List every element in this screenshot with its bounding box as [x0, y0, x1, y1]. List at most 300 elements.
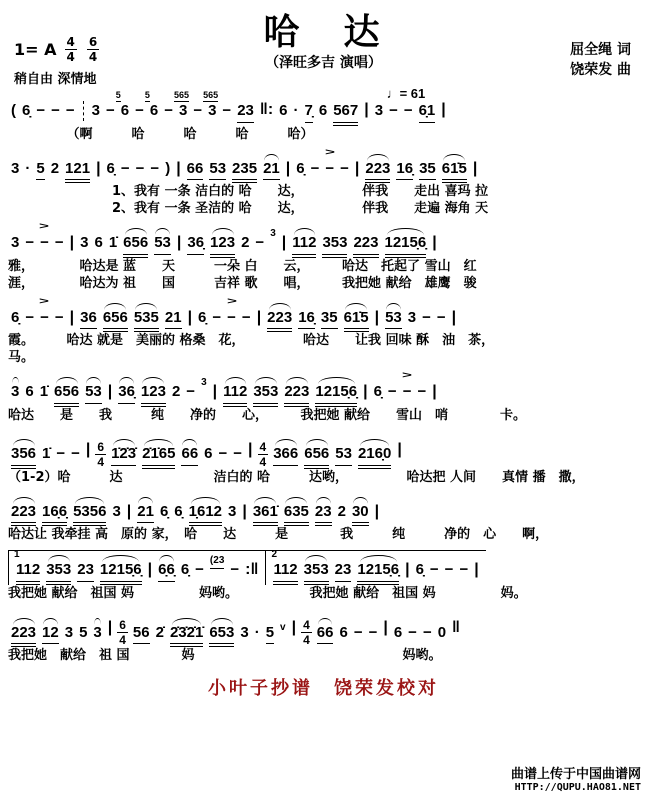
- lyrics-line: 涯， 哈达为 祖 国 吉祥 歌 唱， 我把她 献给 雄鹰 骏: [8, 275, 477, 291]
- slur-arc: [86, 377, 101, 384]
- ts-denominator: 4: [66, 50, 75, 64]
- lyrics-line: 霞。 哈达 就是 美丽的 格桑 花， 哈达 让我 回味 酥 油 茶，: [8, 333, 495, 349]
- slur-arc: [316, 497, 331, 504]
- note: 6̣: [174, 502, 183, 520]
- lyrics-line: 哈达 是 我 纯 净的 心， 我把她 献给 雪山 哨 卡。: [8, 407, 527, 423]
- slur-arc: [102, 555, 139, 562]
- slur-arc: [104, 303, 126, 310]
- note: −: [54, 308, 64, 326]
- note: 6̣: [106, 159, 115, 177]
- barline: |: [383, 618, 388, 636]
- note: −: [422, 623, 432, 641]
- barline: |: [405, 561, 410, 579]
- note: −: [218, 445, 228, 463]
- note: 656: [54, 384, 79, 407]
- note: 35: [321, 310, 338, 330]
- note: 66: [181, 446, 198, 466]
- barline: |: [147, 561, 153, 579]
- note: 656: [304, 446, 329, 469]
- note: −: [429, 561, 439, 579]
- note: 6: [393, 623, 403, 641]
- note: 123: [210, 235, 235, 258]
- note: 23: [315, 504, 332, 527]
- composer-credit: 饶荣发 曲: [570, 62, 631, 78]
- slur-arc: [172, 618, 201, 625]
- barline: ‖:: [259, 101, 274, 118]
- note: ·: [254, 623, 260, 641]
- barline: |: [451, 308, 457, 326]
- note: (: [11, 102, 16, 120]
- note: −: [212, 308, 222, 326]
- barline: |: [96, 159, 101, 177]
- volta-group: [265, 550, 485, 585]
- music-system: [8, 147, 639, 218]
- lyrics-line: 我把她 献给 祖国 妈 妈哟。 我把她 献给 祖国 妈 妈。: [8, 585, 527, 601]
- barline: |: [281, 234, 287, 252]
- barline: |: [242, 502, 247, 520]
- slur-arc: [135, 303, 157, 310]
- notation-row: [8, 606, 639, 647]
- music-systems: [0, 88, 647, 664]
- lyrics-line: 1、我有 一条 洁白的 哈 达， 伴我 走出 喜玛 拉: [8, 184, 489, 200]
- note: 366: [273, 446, 298, 466]
- note: 1215̣6̣: [100, 562, 142, 585]
- slur-arc: [353, 497, 368, 504]
- barline: |: [107, 618, 113, 636]
- grace-notes: 5: [115, 90, 121, 101]
- barline: |: [176, 234, 182, 252]
- note: 23: [77, 562, 94, 582]
- note: 1215̣6̣: [357, 562, 399, 585]
- slur-arc: [269, 303, 291, 310]
- note: 53: [335, 446, 352, 466]
- barline: |: [474, 561, 479, 579]
- slur-arc: [294, 228, 315, 235]
- note: 36̣: [118, 384, 135, 404]
- note: 2̇: [155, 623, 164, 641]
- music-system: [8, 221, 639, 292]
- barline: |: [374, 502, 380, 520]
- barline: |: [212, 383, 218, 401]
- note: 112: [273, 562, 297, 585]
- note: 3: [11, 159, 20, 177]
- note: 5: [36, 161, 44, 181]
- note: −: [105, 102, 115, 120]
- note: 6̣: [373, 383, 382, 401]
- lyricist-credit: 屈全绳 词: [570, 42, 631, 58]
- grace-notes: 565: [203, 90, 219, 101]
- note: 6 5: [144, 90, 159, 120]
- note: −: [135, 102, 144, 120]
- note: −: [353, 623, 363, 641]
- slur-arc: [191, 497, 220, 504]
- volta-number: 1: [14, 549, 20, 561]
- lyrics-line: 2、我有 一条 圣洁的 哈 达， 伴我 走遍 海角 天: [8, 201, 489, 217]
- note: ·: [293, 102, 299, 120]
- slur-arc: [443, 154, 465, 161]
- note: 353: [322, 235, 347, 258]
- ts-denominator: 4: [303, 632, 310, 647]
- note: 1215̣6̣: [385, 235, 427, 258]
- note: 6: [318, 102, 328, 120]
- note: −: [36, 102, 46, 120]
- note: 6: [339, 623, 348, 641]
- barline: |: [176, 159, 181, 177]
- music-system: [8, 547, 639, 602]
- barline: |: [256, 308, 262, 326]
- note: 353: [253, 384, 278, 407]
- note: 3: [93, 625, 101, 644]
- note: 361̇: [253, 504, 278, 527]
- slur-arc: [225, 377, 246, 384]
- note: −: [389, 102, 398, 120]
- note: 30: [352, 504, 369, 527]
- note: −: [150, 159, 160, 177]
- note: −: [241, 308, 251, 326]
- note: ·: [25, 159, 31, 177]
- slur-arc: [142, 377, 164, 384]
- slur-arc: [212, 228, 234, 235]
- note: 3: [407, 308, 417, 326]
- note: 216̣0: [358, 446, 391, 469]
- slur-arc: [305, 555, 327, 562]
- note: 112: [223, 384, 247, 407]
- note: 3: [11, 384, 19, 403]
- note: −: [54, 234, 64, 252]
- note: −: [417, 383, 427, 401]
- slur-arc: [386, 303, 401, 310]
- accent-mark: >: [39, 221, 50, 232]
- barline: |: [291, 618, 297, 636]
- note: 3: [80, 234, 89, 252]
- note: 16̣: [298, 310, 315, 330]
- note: 7̣: [305, 103, 313, 123]
- barline: |: [85, 440, 91, 458]
- barline: |: [432, 383, 437, 401]
- note: 121: [65, 161, 90, 184]
- slur-arc: [285, 497, 307, 504]
- barline: |: [441, 101, 446, 118]
- slur-arc: [264, 154, 279, 161]
- slur-arc: [360, 555, 397, 562]
- music-system: [8, 370, 639, 424]
- note: − >: [324, 146, 335, 177]
- barline: |: [285, 159, 291, 177]
- note: 6̣: [180, 561, 190, 579]
- ts-numerator: 4: [66, 35, 75, 49]
- barline: |: [374, 308, 380, 326]
- note: −: [135, 159, 145, 177]
- note: 235: [232, 161, 257, 184]
- slur-arc: [125, 228, 147, 235]
- note: − >: [226, 295, 237, 326]
- slur-arc: [275, 439, 297, 446]
- barline: ‖: [452, 618, 461, 636]
- note: 223: [267, 310, 292, 333]
- note: 1̇: [108, 234, 118, 252]
- note: 6̣: [296, 159, 305, 177]
- time-signature-6-4: [87, 36, 99, 63]
- barline: |: [472, 159, 478, 177]
- ts-numerator: 4: [303, 617, 310, 632]
- note: 53: [85, 384, 102, 404]
- transcription-credit: 小叶子抄谱 饶荣发校对: [208, 678, 439, 700]
- note: 21: [263, 161, 280, 181]
- note: −: [65, 102, 75, 120]
- grace-notes: 5: [144, 90, 150, 101]
- note: 223: [353, 235, 378, 258]
- note: −: [164, 102, 173, 120]
- barline: |: [248, 440, 253, 458]
- note: 6̣: [415, 561, 424, 579]
- note: −: [230, 561, 240, 579]
- slur-arc: [13, 618, 35, 625]
- note: −: [403, 102, 413, 120]
- time-signature: [117, 619, 128, 646]
- note: 6̣1: [419, 103, 436, 123]
- ts-numerator: 6: [119, 617, 126, 632]
- note: −: [387, 383, 397, 401]
- note: −: [368, 623, 378, 641]
- note: 112: [16, 562, 40, 585]
- note: 6̣6̣: [158, 562, 175, 582]
- note: 223: [284, 384, 309, 407]
- notation-row: [8, 547, 639, 585]
- lyrics-line: 哈达让 我牵挂 高 原的 家， 哈 达 是 我 纯 净的 心 啊，: [8, 527, 549, 543]
- note: 3: [11, 234, 20, 252]
- note: − >: [39, 221, 50, 252]
- ts-numerator: 6: [97, 439, 105, 454]
- tempo-expression: 稍自由 深情地: [14, 72, 97, 87]
- note: −: [195, 561, 204, 579]
- slur-arc: [12, 377, 19, 384]
- slur-arc: [94, 618, 101, 625]
- note: 16̣: [396, 161, 413, 181]
- note: 3: [64, 623, 74, 641]
- barline: |: [397, 440, 402, 458]
- note: −: [233, 445, 243, 463]
- notation-row: [8, 428, 639, 469]
- note: −: [255, 234, 265, 252]
- note: 1̣612: [189, 504, 222, 527]
- dashed-barline: [83, 101, 84, 121]
- notation-row: [8, 221, 639, 258]
- barline: |: [69, 234, 75, 252]
- note: 61̇5: [344, 310, 369, 333]
- volta-number: 2: [271, 549, 277, 561]
- note: −: [422, 308, 431, 326]
- slur-arc: [387, 228, 424, 235]
- note: 6̣: [22, 102, 31, 120]
- note: 6: [204, 445, 213, 463]
- note: 61̇5: [442, 161, 467, 184]
- slur-arc: [144, 439, 173, 446]
- notation-row: [8, 147, 639, 184]
- grace-notes: 565: [173, 90, 189, 101]
- slur-arc: [254, 497, 276, 504]
- note: −: [71, 445, 80, 463]
- note: 112: [292, 235, 316, 258]
- note: 1215̣6̣: [315, 384, 357, 407]
- music-system: [8, 88, 639, 143]
- barline: :‖: [245, 561, 259, 579]
- note: 353: [304, 562, 329, 585]
- note: 23: [237, 103, 254, 123]
- barline: |: [363, 383, 368, 401]
- slur-arc: [56, 377, 78, 384]
- note: 2̇1̇65: [142, 446, 175, 469]
- slur-arc: [113, 439, 135, 446]
- slur-arc: [159, 555, 174, 562]
- barline: |: [187, 308, 193, 326]
- note: −: [444, 561, 454, 579]
- note: 0: [437, 623, 447, 641]
- lyrics-line: 我把她 献给 祖 国 妈 妈哟。: [8, 648, 442, 664]
- note: 2̇3̇2̇1̇: [170, 625, 203, 648]
- slur-arc: [43, 618, 58, 625]
- note: 56: [133, 625, 150, 645]
- note: 23: [335, 562, 352, 582]
- note: 6 5: [115, 90, 130, 120]
- accent-mark: >: [324, 146, 335, 157]
- song-subtitle: （泽旺多吉 演唱）: [265, 55, 382, 71]
- slur-arc: [48, 555, 70, 562]
- note: 21: [137, 504, 154, 524]
- time-signature-4-4: [65, 36, 77, 63]
- ts-denominator: 4: [88, 50, 98, 64]
- lyrics-line: 雅， 哈达是 蓝 天 一朵 白 云， 哈达 托起了 雪山 红: [8, 258, 477, 274]
- music-system: [8, 490, 639, 544]
- barline: |: [69, 308, 75, 326]
- note: 635: [284, 504, 309, 527]
- note: 3 565: [173, 90, 189, 120]
- lyrics-line: （啊 哈 哈 哈 哈）: [8, 126, 314, 142]
- note: 1̇: [42, 445, 51, 463]
- note: − >: [402, 370, 413, 401]
- note: −: [310, 159, 320, 177]
- accent-mark: >: [402, 370, 413, 381]
- note: 66: [187, 161, 204, 181]
- time-signature: [95, 441, 106, 468]
- note: 535: [134, 310, 159, 333]
- note: 12: [42, 625, 59, 645]
- slur-arc: [138, 497, 153, 504]
- notation-row: [8, 88, 639, 126]
- note: 53: [385, 310, 402, 330]
- music-system: [8, 296, 639, 367]
- note: −: [25, 234, 35, 252]
- note: ): [165, 159, 171, 177]
- slur-arc: [155, 228, 170, 235]
- note: 6: [94, 234, 103, 252]
- note: 16̣6̣: [42, 504, 67, 527]
- note: 3: [112, 502, 121, 520]
- note: 3: [201, 377, 207, 389]
- note: 36̣: [187, 235, 204, 255]
- note: 3: [228, 502, 237, 520]
- tempo-mark: ♩= 61: [386, 86, 426, 101]
- slur-arc: [13, 439, 35, 446]
- note: 6: [279, 102, 288, 120]
- credits: [570, 40, 631, 80]
- note: 53: [209, 161, 226, 181]
- breath-mark: v: [280, 622, 286, 634]
- note: −: [186, 383, 196, 401]
- slur-arc: [119, 377, 134, 384]
- note: 223: [11, 504, 36, 527]
- note: 3: [270, 228, 276, 240]
- slur-arc: [306, 439, 328, 446]
- ts-denominator: 4: [119, 632, 126, 647]
- slur-arc: [360, 439, 389, 446]
- note: 3 565: [203, 90, 219, 120]
- ts-denominator: 4: [259, 454, 267, 469]
- note: −: [25, 308, 35, 326]
- header: [0, 0, 647, 88]
- note: 1̇2̇3̇: [111, 446, 136, 466]
- note: 2: [337, 502, 346, 520]
- slur-arc: [255, 377, 277, 384]
- notation-row: [8, 490, 639, 527]
- accent-mark: >: [226, 295, 237, 306]
- site-url: HTTP://QUPU.HAO81.NET: [514, 782, 641, 793]
- note: 3: [91, 102, 100, 120]
- key-signature: [14, 36, 101, 63]
- note: 656: [103, 310, 128, 333]
- note: −: [193, 102, 203, 120]
- note: −: [340, 159, 349, 177]
- note: − >: [39, 295, 50, 326]
- time-signature: [301, 619, 312, 646]
- lyrics-line: （1-2）哈 达 洁白的 哈 达哟， 哈达把 人间 真情 播 撒，: [8, 469, 585, 485]
- time-signature: [258, 441, 269, 468]
- note: −: [408, 623, 417, 641]
- note: 656: [123, 235, 148, 258]
- note: 35: [419, 161, 436, 181]
- key-text: 1= A: [14, 40, 57, 59]
- slur-arc: [211, 618, 233, 625]
- note: (23: [210, 555, 224, 569]
- ts-numerator: 6: [88, 35, 98, 49]
- note: 53: [154, 235, 171, 255]
- note: 567: [333, 103, 358, 126]
- note: 2: [241, 234, 250, 252]
- note: 2: [50, 159, 60, 177]
- song-title: 哈 达: [263, 12, 384, 53]
- note: 6̣: [159, 502, 169, 520]
- slur-arc: [286, 377, 308, 384]
- barline: |: [354, 159, 360, 177]
- note: 3: [240, 623, 249, 641]
- ts-numerator: 4: [259, 439, 267, 454]
- note: 6̣: [198, 308, 207, 326]
- slur-arc: [318, 618, 333, 625]
- note: 2: [171, 383, 181, 401]
- notation-row: [8, 296, 639, 333]
- slur-arc: [367, 154, 389, 161]
- note: 36: [80, 310, 97, 330]
- note: −: [222, 102, 232, 120]
- note: 66: [317, 625, 334, 645]
- note: 653: [209, 625, 234, 648]
- slur-arc: [182, 439, 197, 446]
- barline: |: [432, 234, 437, 252]
- note: 6: [25, 383, 34, 401]
- barline: |: [126, 502, 132, 520]
- note: 223: [365, 161, 390, 184]
- note: 223: [11, 625, 36, 648]
- volta-group: [8, 550, 265, 585]
